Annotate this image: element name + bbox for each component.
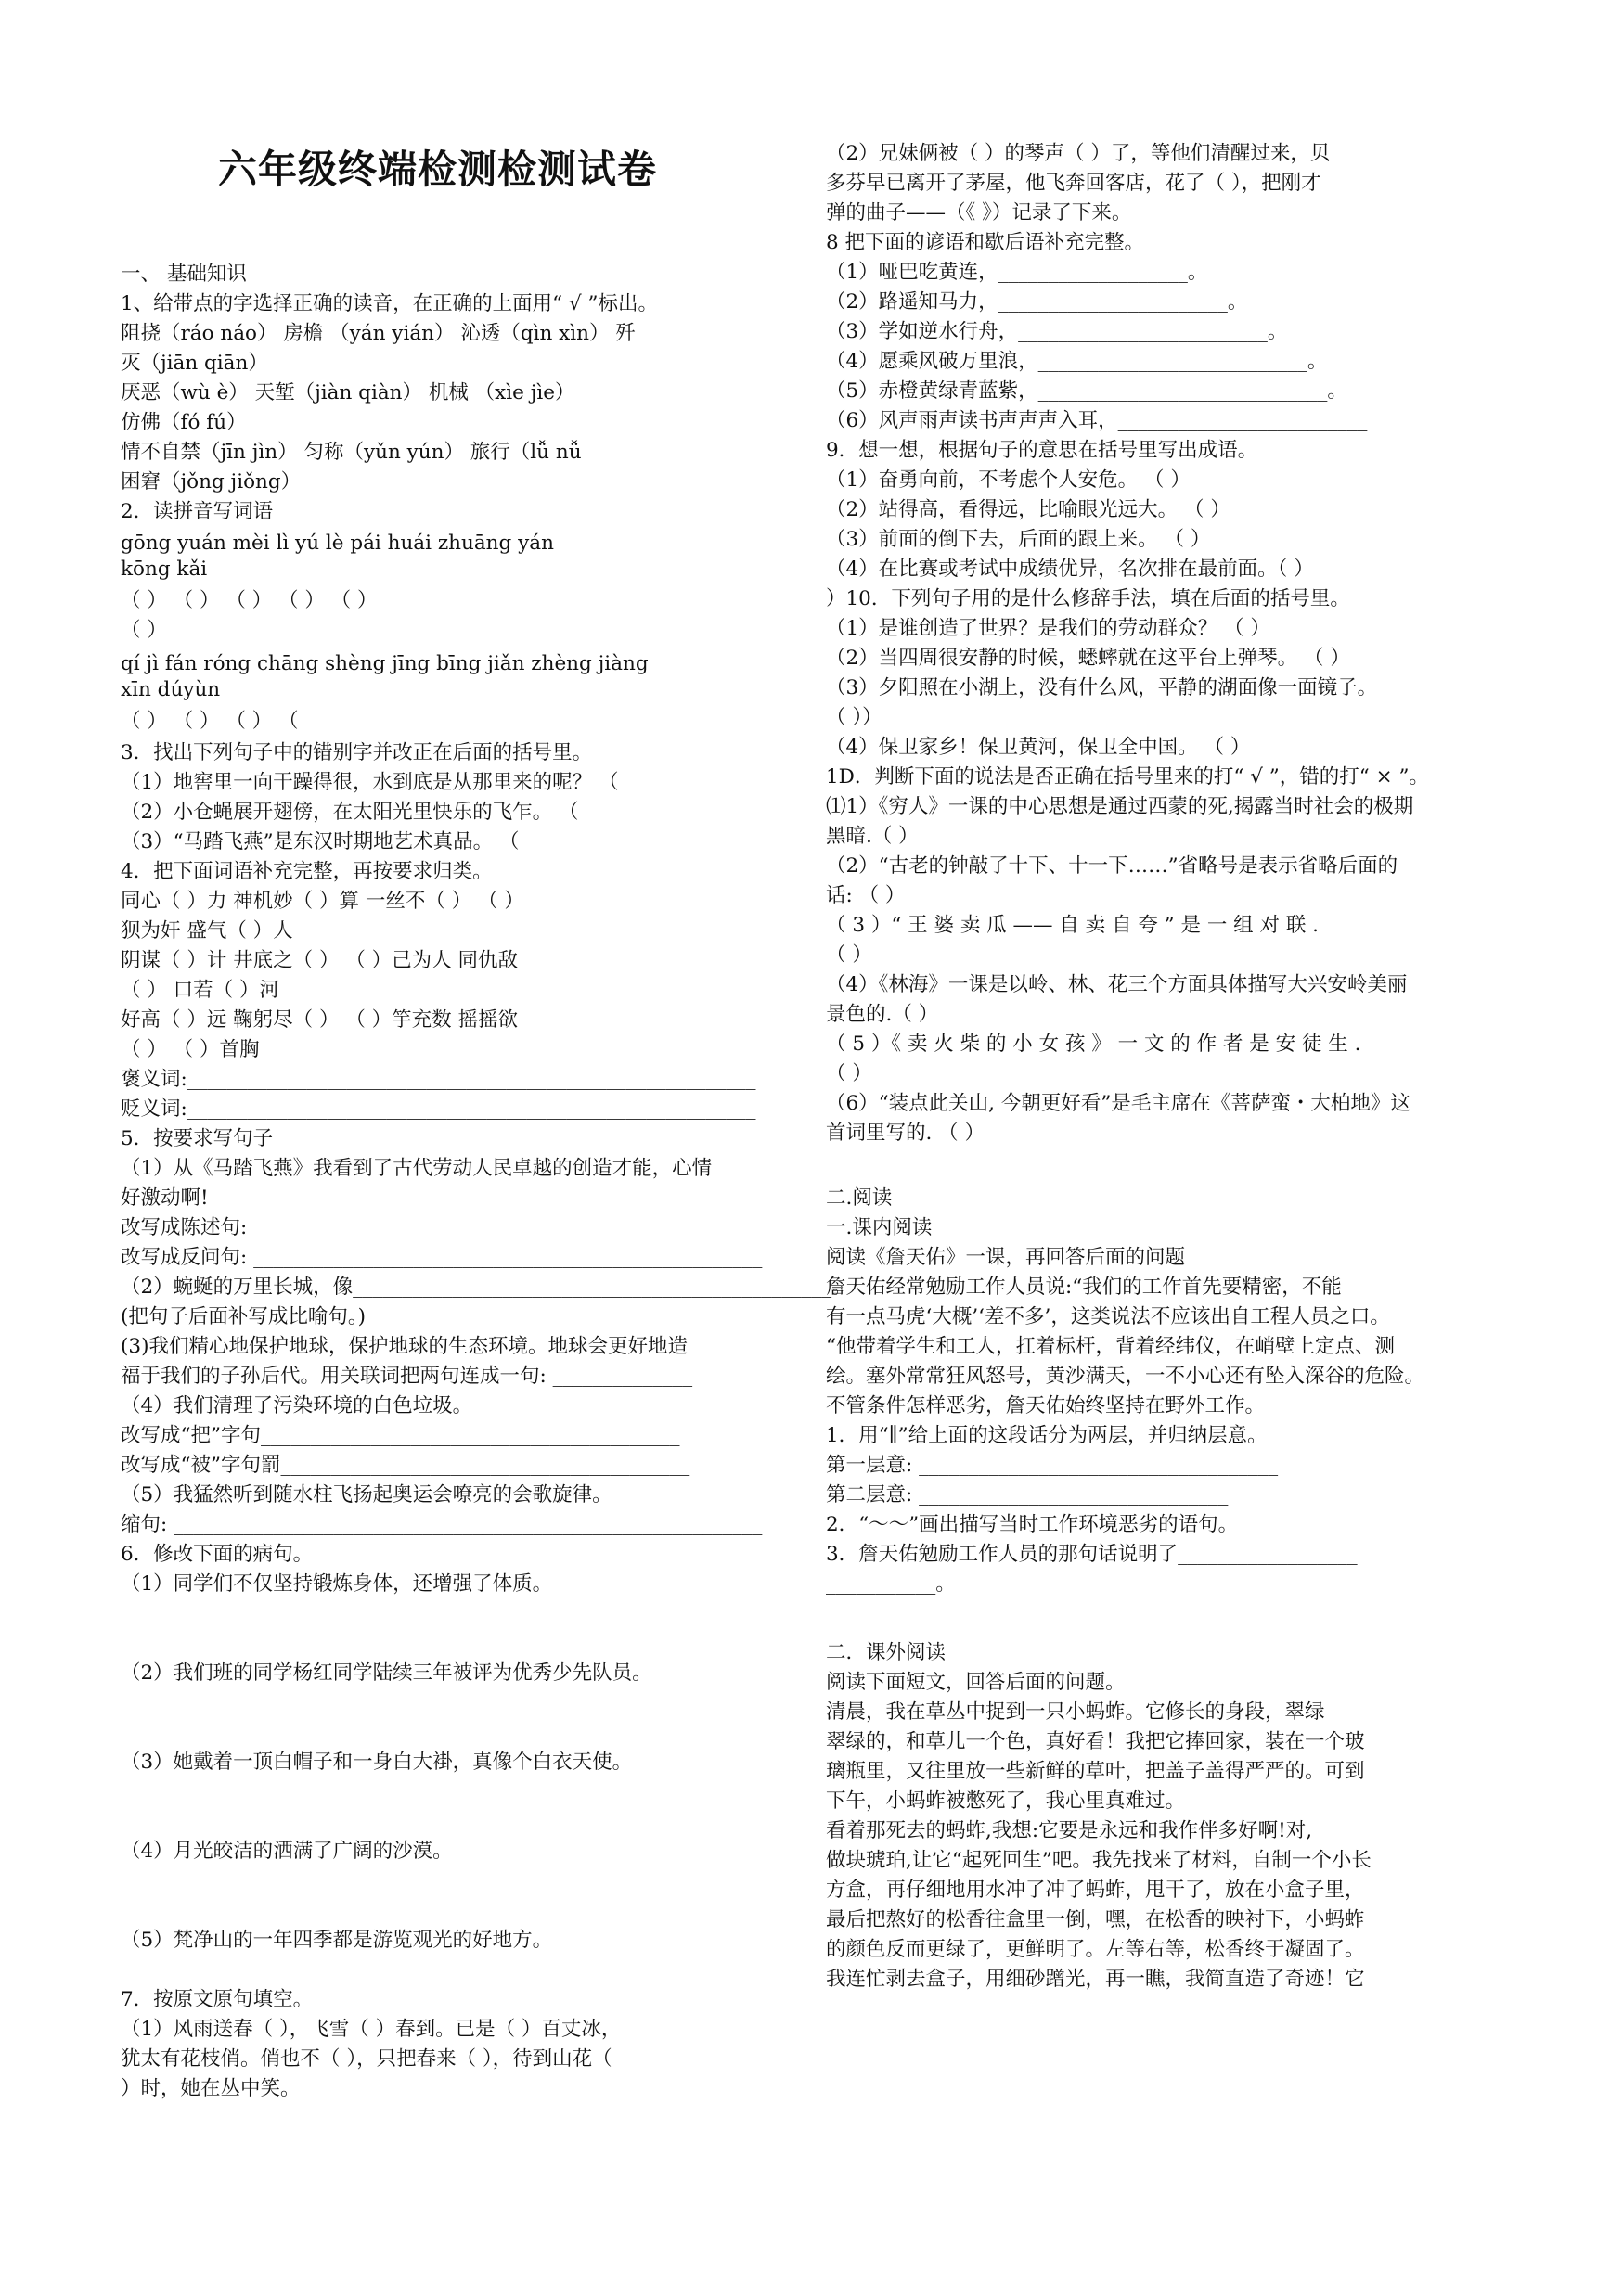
left-text-line: 厌恶（wù è） 天堑（jiàn qiàn） 机械 （xìe jìe）: [121, 381, 575, 404]
right-text-line: 二．课外阅读: [826, 1641, 947, 1664]
right-text-line: 9．想一想，根据句子的意思在括号里写出成语。: [826, 439, 1258, 462]
left-text-line: （2）小仓蝇展开翅傍，在太阳光里快乐的飞乍。 （: [121, 801, 579, 824]
right-text-line: 景色的.（ ）: [826, 1003, 939, 1026]
left-text-line: xīn dúyùn: [121, 678, 221, 701]
left-text-line: 3．找出下列句子中的错别字并改正在后面的括号里。: [121, 741, 593, 764]
left-text-line: （ ）: [121, 619, 167, 642]
left-text-line: 情不自禁（jīn jìn） 匀称（yǔn yún） 旅行（lǚ nǚ: [121, 441, 582, 464]
right-text-line: （ ）: [826, 943, 872, 967]
right-text-line: （1）哑巴吃黄连，___________________。: [826, 261, 1208, 284]
right-text-line: 清晨，我在草丛中捉到一只小蚂蚱。它修长的身段，翠绿: [826, 1700, 1325, 1724]
right-text-line: （1）是谁创造了世界？是我们的劳动群众？ （ ）: [826, 617, 1270, 640]
left-text-line: 改写成反问句: ___________________________________________________: [121, 1246, 763, 1269]
right-text-line: 最后把熬好的松香往盒里一倒，嘿，在松香的映衬下，小蚂蚱: [826, 1908, 1365, 1931]
right-text-line: 绘。塞外常常狂风怒号，黄沙满天，一不小心还有坠入深谷的危险。: [826, 1365, 1425, 1388]
right-text-line: 黑暗.（ ）: [826, 825, 919, 848]
right-text-line: 2．“～～”画出描写当时工作环境恶劣的语句。: [826, 1513, 1239, 1536]
right-text-line: ⑴1）《穷人》一课的中心思想是通过西蒙的死,揭露当时社会的极期: [826, 795, 1414, 818]
left-text-line: 灭（jiān qiān）: [121, 352, 268, 375]
left-text-line: gōng yuán mèi lì yú lè pái huái zhuāng yán: [121, 532, 554, 555]
left-text-line: （3）“马踏飞燕”是东汉时期地艺术真品。 （: [121, 830, 520, 853]
left-text-line: （ ） （ ）首胸: [121, 1038, 260, 1061]
left-text-line: (3)我们精心地保护地球，保护地球的生态环境。地球会更好地造: [121, 1335, 688, 1358]
left-text-line: 犹太有花枝俏。俏也不（ ），只把春来（ ），待到山花（: [121, 2047, 612, 2071]
right-text-line: 有一点马虎‘大概’‘差不多’，这类说法不应该出自工程人员之口。: [826, 1305, 1390, 1328]
right-text-line: 做块琥珀,让它“起死回生”吧。我先找来了材料，自制一个小长: [826, 1849, 1372, 1872]
right-text-line: 第一层意: ____________________________________: [826, 1454, 1279, 1477]
left-text-line: （1）同学们不仅坚持锻炼身体，还增强了体质。: [121, 1572, 553, 1596]
right-text-line: 的颜色反而更绿了，更鲜明了。左等右等，松香终于凝固了。: [826, 1938, 1365, 1961]
left-text-line: kōng kǎi: [121, 558, 208, 581]
right-text-line: （4）保卫家乡！保卫黄河，保卫全中国。 （ ）: [826, 736, 1251, 759]
right-text-line: （2）“古老的钟敲了十下、十一下……”省略号是表示省略后面的: [826, 854, 1398, 878]
right-text-line: 不管条件怎样恶劣，詹天佑始终坚持在野外工作。: [826, 1394, 1266, 1417]
left-text-line: （1）从《马踏飞燕》我看到了古代劳动人民卓越的创造才能，心情: [121, 1157, 713, 1180]
left-text-line: （2）蜿蜒的万里长城，像________________________________________________。: [121, 1276, 852, 1299]
right-text-line: （1）奋勇向前，不考虑个人安危。 （ ）: [826, 468, 1191, 492]
left-text-line: 6．修改下面的病句。: [121, 1543, 314, 1566]
left-text-line: 一、 基础知识: [121, 263, 247, 286]
left-text-line: （5）梵净山的一年四季都是游览观光的好地方。: [121, 1929, 553, 1952]
right-text-line: ___________。: [826, 1572, 956, 1596]
right-text-line: （2）站得高，看得远，比喻眼光远大。 （ ）: [826, 498, 1230, 521]
left-text-line: 同心（ ）力 神机妙（ ）算 一丝不（ ） （ ）: [121, 890, 524, 913]
right-text-line: 方盒，再仔细地用水冲了冲了蚂蚱，甩干了，放在小盒子里，: [826, 1879, 1365, 1902]
right-text-line: 8 把下面的谚语和歇后语补充完整。: [826, 231, 1145, 254]
right-text-line: 看着那死去的蚂蚱,我想:它要是永远和我作伴多好啊!对,: [826, 1819, 1313, 1842]
right-text-line: 翠绿的，和草儿一个色，真好看！我把它捧回家，装在一个玻: [826, 1730, 1365, 1753]
right-text-line: 二.阅读: [826, 1186, 893, 1210]
left-text-line: 改写成“把”字句__________________________________________: [121, 1424, 680, 1447]
right-text-line: （ 3 ）“ 王 婆 卖 瓜 —— 自 卖 自 夸 ” 是 一 组 对 联 .: [826, 914, 1320, 937]
right-text-line: 1D．判断下面的说法是否正确在括号里来的打“ √ ”，错的打“ × ”。: [826, 765, 1429, 789]
left-text-line: （ ） （ ） （ ） （: [121, 710, 299, 733]
right-text-line: （5）赤橙黄绿青蓝紫，_____________________________。: [826, 379, 1347, 403]
right-text-line: “他带着学生和工人，扛着标杆，背着经纬仪，在峭壁上定点、测: [826, 1335, 1395, 1358]
left-text-line: （1）风雨送春（ ），飞雪（ ）春到。已是（ ）百丈冰，: [121, 2018, 622, 2041]
right-text-line: 话: （ ）: [826, 884, 906, 907]
right-text-line: （ 5 ）《 卖 火 柴 的 小 女 孩 》 一 文 的 作 者 是 安 徒 生 .: [826, 1033, 1361, 1056]
right-text-line: （2）兄妹俩被（ ）的琴声（ ）了，等他们清醒过来，贝: [826, 142, 1331, 165]
left-text-line: 5．按要求写句子: [121, 1127, 274, 1150]
left-text-line: （2）我们班的同学杨红同学陆续三年被评为优秀少先队员。: [121, 1661, 652, 1685]
left-text-line: 2．读拼音写词语: [121, 500, 274, 523]
right-text-line: 下午，小蚂蚱被憋死了，我心里真难过。: [826, 1789, 1186, 1813]
right-text-line: 一.课内阅读: [826, 1216, 933, 1239]
left-text-line: 阻挠（ráo náo） 房檐 （yán yián） 沁透（qìn xìn） 歼: [121, 322, 636, 345]
right-text-line: 多芬早已离开了茅屋，他飞奔回客店，花了（ ），把刚才: [826, 172, 1321, 195]
left-text-line: 好激动啊!: [121, 1186, 209, 1210]
right-text-line: 璃瓶里，又往里放一些新鲜的草叶，把盖子盖得严严的。可到: [826, 1760, 1365, 1783]
right-text-line: 1．用“∥”给上面的这段话分为两层，并归纳层意。: [826, 1424, 1268, 1447]
right-text-line: ）10．下列句子用的是什么修辞手法，填在后面的括号里。: [826, 587, 1350, 610]
right-text-line: 第二层意: _______________________________: [826, 1483, 1229, 1507]
right-text-line: 3．詹天佑勉励工作人员的那句话说明了__________________: [826, 1543, 1358, 1566]
right-text-line: （3）前面的倒下去，后面的跟上来。 （ ）: [826, 528, 1211, 551]
left-text-line: 阴谋（ ）计 井底之（ ） （ ）己为人 同仇敌: [121, 949, 519, 972]
right-text-line: （2）当四周很安静的时候，蟋蟀就在这平台上弹琴。 （ ）: [826, 647, 1350, 670]
right-text-line: （4）《林海》一课是以岭、林、花三个方面具体描写大兴安岭美丽: [826, 973, 1408, 996]
right-text-line: 我连忙剥去盒子，用细砂蹭光，再一瞧，我简直造了奇迹！它: [826, 1968, 1365, 1991]
right-text-line: （ ）: [826, 1062, 872, 1085]
left-text-line: （ ） （ ） （ ） （ ） （ ）: [121, 589, 378, 612]
right-text-line: （4）在比赛或考试中成绩优异，名次排在最前面。（ ）: [826, 558, 1314, 581]
right-text-line: 阅读《詹天佑》一课，再回答后面的问题: [826, 1246, 1186, 1269]
left-text-line: 困窘（jǒng jiǒng）: [121, 470, 302, 494]
left-text-line: 7．按原文原句填空。: [121, 1988, 314, 2011]
right-text-line: 首词里写的. （ ）: [826, 1122, 985, 1145]
right-text-line: （ ））: [826, 706, 882, 729]
right-text-line: （4）愿乘风破万里浪，___________________________。: [826, 350, 1328, 373]
left-text-line: (把句子后面补写成比喻句。): [121, 1305, 367, 1328]
right-text-line: 弹的曲子——（《 》）记录了下来。: [826, 201, 1132, 224]
left-text-line: qí jì fán róng chāng shèng jīng bīng jiǎn zhèng jiàng: [121, 652, 649, 675]
left-text-line: 1、给带点的字选择正确的读音，在正确的上面用“ √ ”标出。: [121, 292, 659, 315]
left-text-line: （4）月光皎洁的洒满了广阔的沙漠。: [121, 1840, 453, 1863]
right-text-line: （2）路遥知马力，_______________________。: [826, 290, 1248, 314]
left-text-line: （5）我猛然听到随水柱飞扬起奥运会嘹亮的会歌旋律。: [121, 1483, 612, 1507]
left-text-line: 贬义词:_________________________________________________________: [121, 1097, 756, 1121]
left-text-line: 4．把下面词语补充完整，再按要求归类。: [121, 860, 493, 883]
right-text-line: 阅读下面短文，回答后面的问题。: [826, 1671, 1126, 1694]
left-text-line: （1）地窖里一向干躁得很，水到底是从那里来的呢？ （: [121, 771, 619, 794]
right-text-line: （6）“装点此关山, 今朝更好看”是毛主席在《菩萨蛮・大柏地》这: [826, 1092, 1410, 1115]
left-text-line: （4）我们清理了污染环境的白色垃圾。: [121, 1394, 473, 1417]
left-text-line: （ ） 口若（ ）河: [121, 979, 280, 1002]
right-text-line: （6）风声雨声读书声声声入耳，_________________________: [826, 409, 1368, 432]
left-text-line: 褒义词:_________________________________________________________: [121, 1068, 756, 1091]
left-text-line: 福于我们的子孙后代。用关联词把两句连成一句: ______________: [121, 1365, 693, 1388]
left-text-line: 好高（ ）远 鞠躬尽（ ） （ ）竽充数 摇摇欲: [121, 1008, 519, 1032]
right-text-line: （3）夕阳照在小湖上，没有什么风，平静的湖面像一面镜子。: [826, 676, 1378, 699]
left-text-line: 改写成陈述句: ___________________________________________________: [121, 1216, 763, 1239]
page-title: 六年级终端检测检测试卷: [218, 147, 658, 192]
left-text-line: 狈为奸 盛气（ ）人: [121, 919, 293, 943]
left-text-line: 缩句: ___________________________________________________________: [121, 1513, 763, 1536]
left-text-line: ）时，她在丛中笑。: [121, 2077, 301, 2100]
left-text-line: 仿佛（fó fú）: [121, 411, 247, 434]
right-text-line: 詹天佑经常勉励工作人员说:“我们的工作首先要精密，不能: [826, 1276, 1342, 1299]
left-text-line: （3）她戴着一顶白帽子和一身白大褂，真像个白衣天使。: [121, 1751, 633, 1774]
right-text-line: （3）学如逆水行舟，_________________________。: [826, 320, 1288, 343]
left-text-line: 改写成“被”字句罰_________________________________________: [121, 1454, 690, 1477]
